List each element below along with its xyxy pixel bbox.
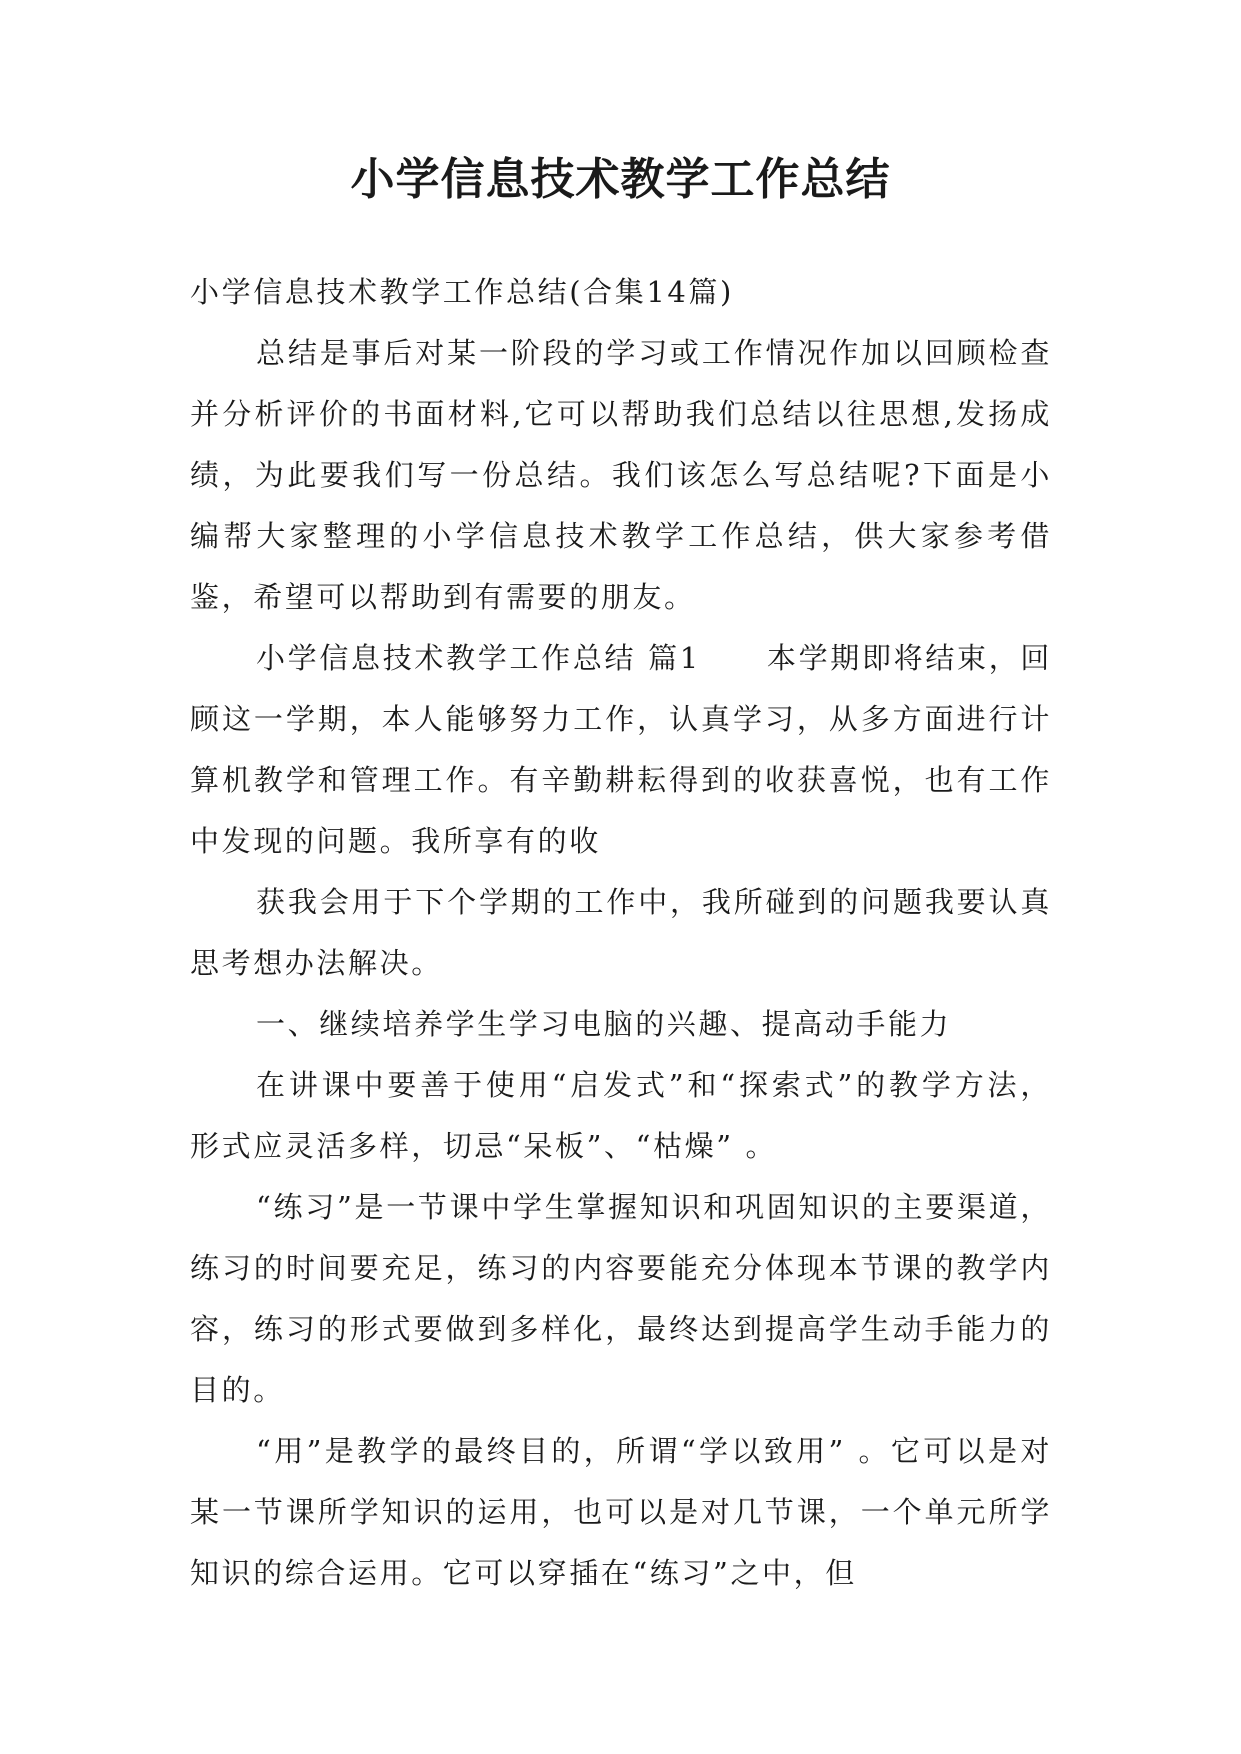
section-subheading: 一、继续培养学生学习电脑的兴趣、提高动手能力 bbox=[256, 1007, 952, 1041]
paragraph-teaching-method: 在讲课中要善于使用“启发式”和“探索式”的教学方法，形式应灵活多样，切忌“呆板”、“枯燥” 。 bbox=[190, 1068, 1052, 1163]
paragraph-practice: “练习”是一节课中学生掌握知识和巩固知识的主要渠道，练习的时间要充足，练习的内容要能充分体现本节课的教学内容，练习的形式要做到多样化，最终达到提高学生动手能力的目的。 bbox=[190, 1190, 1052, 1407]
section-text: 本学期即将结束，回顾这一学期，本人能够努力工作，认真学习，从多方面进行计算机教学和管理工作。有辛勤耕耘得到的收获喜悦，也有工作中发现的问题。我所享有的收 bbox=[190, 641, 1052, 858]
paragraph-application: “用”是教学的最终目的，所谓“学以致用” 。它可以是对某一节课所学知识的运用，也可以是对几节课，一个单元所学知识的综合运用。它可以穿插在“练习”之中，但 bbox=[190, 1434, 1052, 1590]
paragraph-section-1 bbox=[190, 628, 1052, 872]
paragraph-intro: 总结是事后对某一阶段的学习或工作情况作加以回顾检查并分析评价的书面材料,它可以帮助我们总结以往思想,发扬成绩，为此要我们写一份总结。我们该怎么写总结呢?下面是小编帮大家整理的小学信息技术教学工作总结，供大家参考借鉴，希望可以帮助到有需要的朋友。 bbox=[190, 336, 1052, 614]
document-body bbox=[190, 262, 1052, 1604]
document-subtitle: 小学信息技术教学工作总结(合集14篇) bbox=[190, 275, 734, 309]
page-title: 小学信息技术教学工作总结 bbox=[350, 154, 891, 205]
section-heading: 小学信息技术教学工作总结 篇1 bbox=[256, 641, 701, 675]
paragraph-continuation: 获我会用于下个学期的工作中，我所碰到的问题我要认真思考想办法解决。 bbox=[190, 885, 1052, 980]
